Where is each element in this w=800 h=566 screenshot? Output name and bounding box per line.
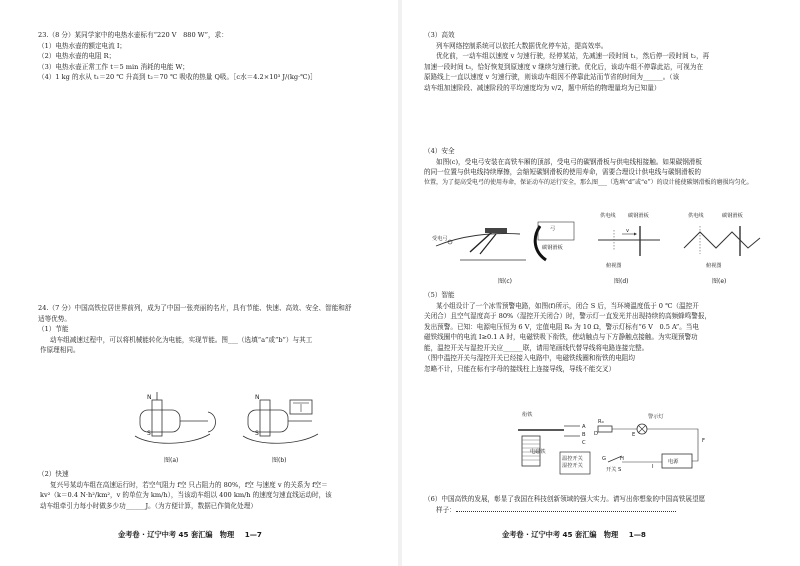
figure-c-pantograph (430, 212, 580, 274)
left-footer (118, 530, 262, 540)
q23-part-1: （1）电热水壶的额定电流 I； (38, 41, 127, 50)
terminal-e: E (632, 432, 636, 438)
figure-d-caption: 图(d) (614, 278, 629, 285)
q23-title: 23.（8 分）某同学家中的电热水壶标有“220 V 880 W”，求： (38, 31, 228, 39)
q24-s2-head: （2）快速 (38, 470, 69, 478)
q24-s2-line3: 动车组牵引力每小时做多少功______J。（为方便计算，数据已作简化处理） (40, 501, 257, 510)
s4-head: （4）安全 (424, 147, 455, 155)
q23-part-2: （2）电热水壶的电阻 R； (38, 52, 116, 61)
q24-section-2 (38, 469, 388, 511)
terminal-c: C (582, 440, 586, 446)
label-electromagnet: 电磁铁 (530, 449, 546, 455)
s5-line7: 忽略不计，只能在标有字母的接线柱上连接导线，导线不能交叉） (424, 364, 616, 373)
s4-line3: 位置，为了提高受电弓的使用寿命，保证动车的运行安全，那么图___（选填“d”或“e”）的设计能使碳钢滑板的磨损均匀化。 (424, 178, 753, 186)
q24-s2-line1: 复兴号某动车组在高速运行时，若空气阻力 f空 只占阻力的 80%，f空 与速度 v 的关系为 f空＝ (50, 480, 328, 489)
right-page (402, 0, 800, 566)
label-power-line-d: 供电线 (600, 213, 616, 219)
right-footer (502, 530, 646, 540)
s6-answer-blank (456, 505, 676, 512)
label-power-line-e: 供电线 (688, 213, 704, 219)
s3-line4: 原路线上一直以速度 v 匀速行驶，则该动车组因不停靠此站而节省的时间为______。（该 (424, 73, 680, 82)
s3-line1: 列车网络控制系统可以依托大数据优化停车站，提高效率。 (436, 41, 608, 50)
s3-head: （3）高效 (424, 31, 455, 39)
left-page (0, 0, 398, 566)
right-footer-page: 1—8 (628, 530, 646, 539)
s5-line6: （图中温控开关与湿控开关已经接入电路中，电磁铁线圈和衔铁的电阻均 (424, 354, 635, 363)
label-topview-d: 俯视图 (606, 263, 622, 269)
label-temp-switch: 温控开关 (562, 456, 583, 462)
terminal-d: D (594, 431, 598, 437)
q24-s2-line2: kv²（k＝0.4 N·h²/km²，v 的单位为 km/h），当该动车组以 400 km/h 的速度匀速直线运动时，该 (40, 491, 332, 500)
terminal-i: I (652, 464, 654, 470)
label-source: 电源 (668, 459, 679, 465)
left-footer-book: 金考卷 · 辽宁中考 45 套汇编 物理 (118, 530, 235, 539)
q24-s1-line2: 作原理相同。 (40, 346, 80, 355)
q23-part-3: （3）电热水壶正常工作 t＝5 min 消耗的电能 W； (38, 62, 189, 71)
label-bow: 弓 (550, 226, 556, 232)
s4-line1: 如图(c)，受电弓安装在高铁车厢的顶部，受电弓的碳钢滑板与供电线相接触。如果碳钢滑板 (436, 157, 702, 166)
s6-line2-text: 样子： (436, 505, 456, 514)
fig-b-label-n: N (255, 394, 260, 401)
figure-a-generator (130, 390, 220, 450)
s5-head: （5）智能 (424, 291, 455, 299)
fig-b-label-s: S (255, 430, 259, 437)
s5-line1: 某小组设计了一个冰雪预警电路，如图(f)所示，闭合 S 后，当环境温度低于 0 ℃（温控开 (436, 301, 699, 310)
s6-line1: （6）中国高铁的发展，彰显了我国在科技创新领域的强大实力。请写出你想象的中国高铁展望愿 (424, 495, 706, 503)
figure-b-motor (238, 390, 328, 450)
figure-e-caption: 图(e) (712, 278, 727, 285)
label-switch-s: 开关 S (606, 467, 622, 473)
section-4-safety (424, 146, 786, 187)
label-armature: 衔铁 (522, 412, 533, 418)
label-lamp: 警示灯 (648, 414, 664, 420)
section-6-outlook (424, 494, 786, 515)
fig-a-label-n: N (147, 394, 152, 401)
section-5-smart (424, 290, 786, 374)
s5-line2: 关闭合）且空气湿度高于 80%（湿控开关闭合）时，警示灯一直发光并出现持续的高频蜂鸣警报， (424, 312, 712, 321)
label-slide-e: 碳钢滑板 (722, 213, 743, 219)
figure-e-topview (682, 220, 762, 266)
figure-c-caption: 图(c) (498, 278, 512, 285)
label-v-d: v (626, 228, 630, 234)
terminal-f: F (702, 438, 705, 444)
terminal-h: H (620, 456, 624, 462)
s6-line2 (424, 505, 786, 516)
q24-s1-line1: 动车组减速过程中，可以将机械能转化为电能，实现节能。图___（选填“a”或“b”）与其工 (50, 335, 313, 344)
q24-title: 24.（7 分）中国高铁位居世界前列，成为了中国一张亮丽的名片，具有节能、快速、高效、安全、智能和舒 (38, 304, 352, 312)
s3-line2: 优化前，一动车组以速度 v 匀速行驶，经停某站，先减速一段时间 t₁，然后停一段时间 t₂，再 (436, 52, 710, 61)
fig-a-label-s: S (147, 430, 151, 437)
figure-b-caption: 图(b) (272, 457, 287, 464)
s5-line3: 发出预警。已知：电源电压恒为 6 V，定值电阻 R₀ 为 10 Ω，警示灯标有“6 V 0.5 A”。当电 (424, 322, 699, 331)
terminal-a: A (582, 424, 586, 430)
label-pantograph: 受电弓 (432, 236, 448, 242)
label-topview-e: 俯视图 (706, 263, 722, 269)
s3-line5: 动车组加速阶段、减速阶段的平均速度均为 v/2，题中所给的物理量均为已知量） (424, 83, 661, 92)
figure-d-topview (594, 220, 664, 266)
label-r0: R₀ (598, 419, 604, 425)
label-slide-d: 碳钢滑板 (628, 213, 649, 219)
label-slide-c: 碳钢滑板 (542, 245, 563, 251)
terminal-g: G (602, 456, 607, 462)
section-3-efficient (424, 30, 786, 93)
left-footer-page: 1—7 (244, 530, 262, 539)
question-23 (38, 30, 388, 83)
s5-line4: 磁铁线圈中的电流 I≥0.1 A 时，电磁铁吸下衔铁，使动触点与下方静触点接触。为实现预警功 (424, 333, 698, 342)
question-24 (38, 303, 388, 356)
right-footer-book: 金考卷 · 辽宁中考 45 套汇编 物理 (502, 530, 619, 539)
terminal-b: B (582, 432, 586, 438)
figure-a-caption: 图(a) (164, 457, 179, 464)
s3-line3: 加速一段时间 t₃，恰好恢复到原速度 v 继续匀速行驶。优化后，该动车组不停靠此站，可视为在 (424, 62, 704, 71)
q24-title-cont: 适等优势。 (38, 314, 71, 323)
q23-part-4: （4）1 kg 的水从 t₁＝20 ℃ 升高到 t₂＝70 ℃ 吸收的热量 Q吸。［c水＝4.2×10³ J/(kg·℃)］ (38, 73, 317, 82)
s4-line2: 的同一位置与供电线持续摩擦，会缩短碳钢滑板的使用寿命，需要合理设计供电线与碳钢滑板的 (424, 168, 701, 177)
label-hum-switch: 湿控开关 (562, 463, 583, 469)
s5-line5: 能，温控开关与湿控开关应______联，请用笔画线代替导线将电路连接完整。 (424, 343, 649, 352)
q24-s1-head: （1）节能 (38, 325, 69, 334)
